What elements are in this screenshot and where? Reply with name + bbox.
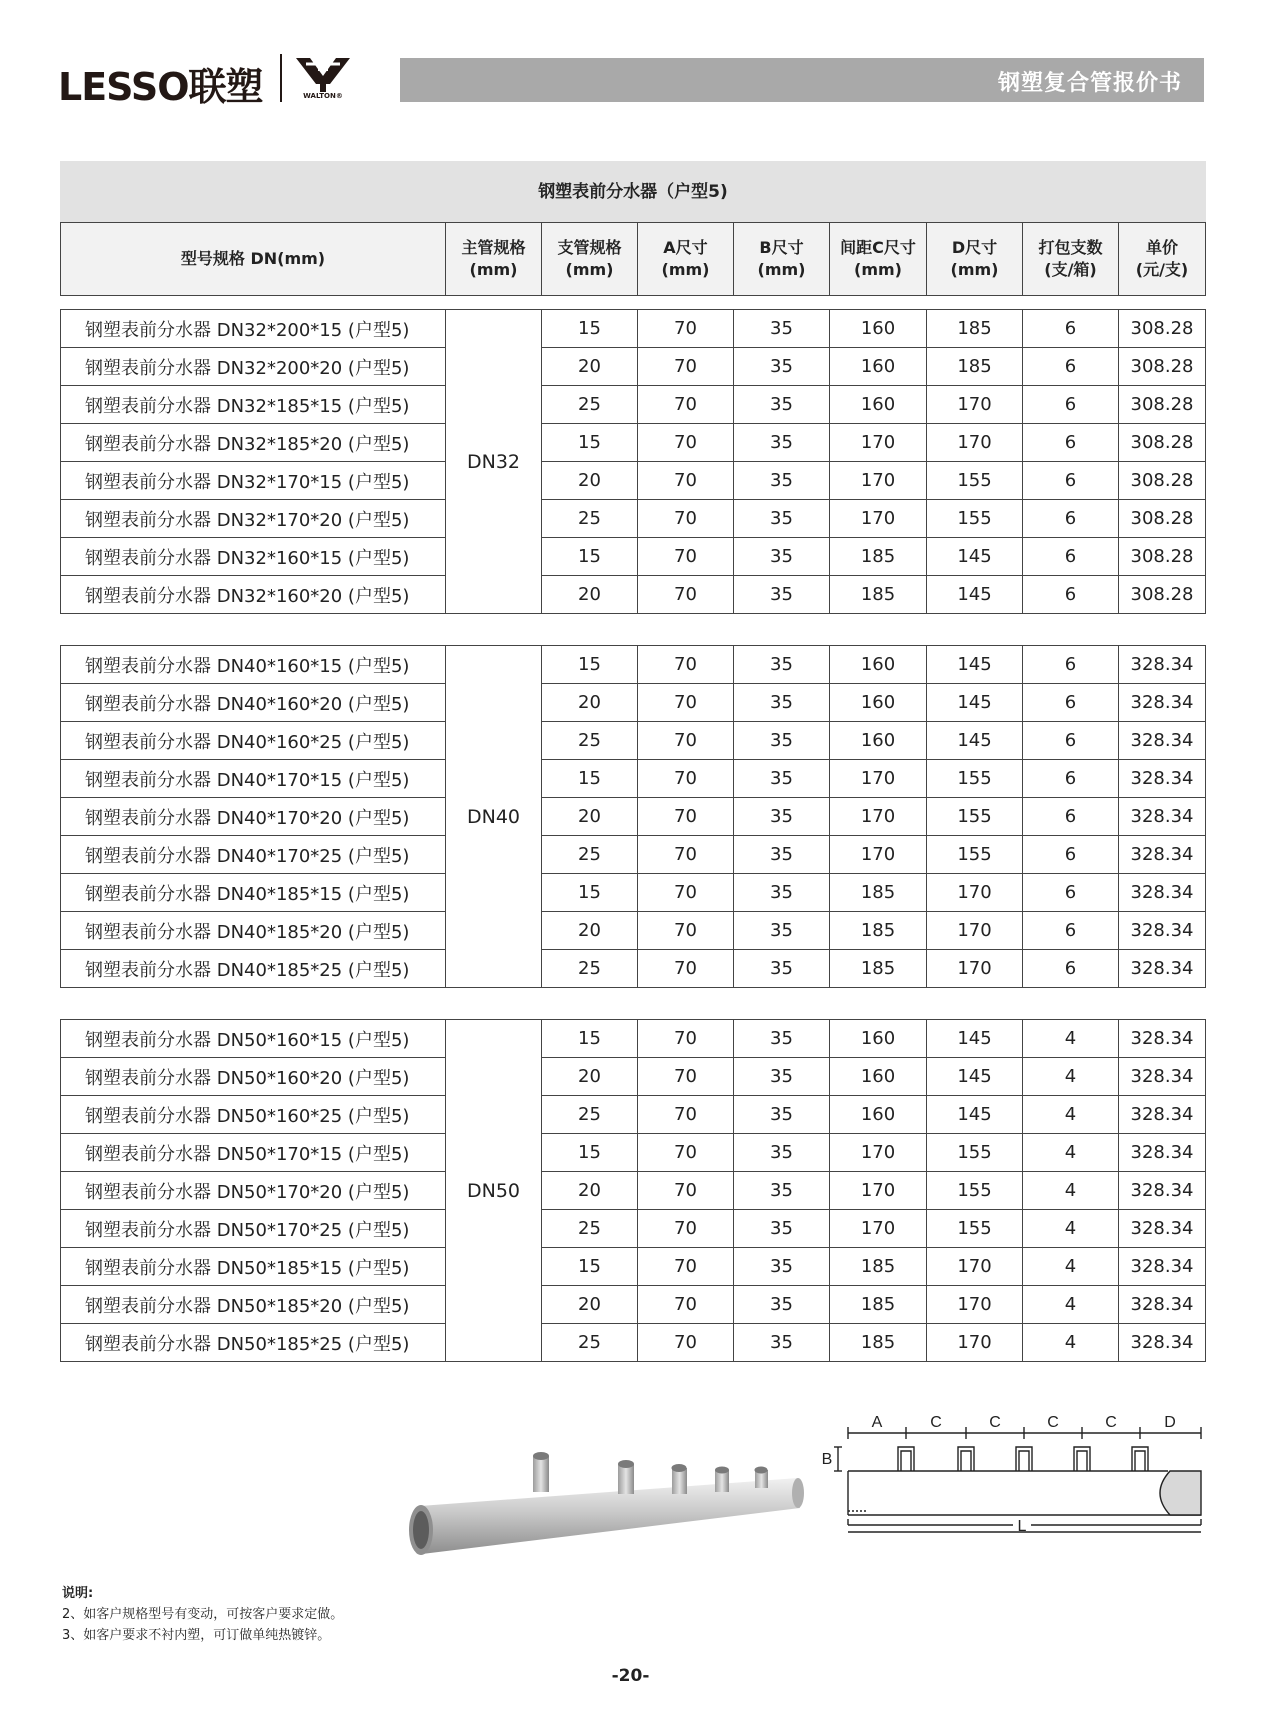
product-name-cell: 钢塑表前分水器 DN32*160*20 (户型5) xyxy=(61,576,446,614)
table-cell: 70 xyxy=(638,1058,734,1096)
table-row xyxy=(61,722,1206,760)
table-cell: 185 xyxy=(830,538,927,576)
product-name-cell: 钢塑表前分水器 DN50*170*15 (户型5) xyxy=(61,1134,446,1172)
table-row xyxy=(61,874,1206,912)
product-name-cell: 钢塑表前分水器 DN40*185*20 (户型5) xyxy=(61,912,446,950)
column-header-text: (mm) xyxy=(469,260,518,279)
table-row xyxy=(61,1058,1206,1096)
table-cell: 170 xyxy=(830,462,927,500)
table-cell: 4 xyxy=(1023,1020,1119,1058)
table-row xyxy=(61,1172,1206,1210)
table-cell: 328.34 xyxy=(1119,836,1206,874)
table-cell: 35 xyxy=(734,1248,830,1286)
table-cell: 70 xyxy=(638,760,734,798)
table-cell: 70 xyxy=(638,950,734,988)
table-cell: 4 xyxy=(1023,1324,1119,1362)
main-pipe-size-cell: DN32 xyxy=(446,310,542,614)
table-cell: 25 xyxy=(542,1210,638,1248)
table-cell: 25 xyxy=(542,386,638,424)
table-row xyxy=(61,348,1206,386)
column-header-text: 打包支数 xyxy=(1038,238,1103,257)
table-row xyxy=(61,1134,1206,1172)
table-cell: 70 xyxy=(638,1248,734,1286)
table-row xyxy=(61,1324,1206,1362)
table-cell: 155 xyxy=(927,500,1023,538)
table-row xyxy=(61,1020,1206,1058)
table-cell: 328.34 xyxy=(1119,1172,1206,1210)
column-header xyxy=(1119,223,1206,296)
table-row xyxy=(61,912,1206,950)
page-number: -20- xyxy=(611,1666,650,1686)
column-header xyxy=(638,223,734,296)
table-cell: 70 xyxy=(638,722,734,760)
table-cell: 15 xyxy=(542,760,638,798)
label-l: L xyxy=(1017,1518,1027,1535)
product-name-cell: 钢塑表前分水器 DN40*185*25 (户型5) xyxy=(61,950,446,988)
table-cell: 170 xyxy=(927,424,1023,462)
table-cell: 170 xyxy=(830,836,927,874)
table-cell: 25 xyxy=(542,1324,638,1362)
column-header xyxy=(734,223,830,296)
table-cell: 70 xyxy=(638,310,734,348)
table-cell: 70 xyxy=(638,424,734,462)
table-cell: 4 xyxy=(1023,1210,1119,1248)
table-cell: 328.34 xyxy=(1119,874,1206,912)
table-cell: 170 xyxy=(927,1324,1023,1362)
table-cell: 185 xyxy=(927,348,1023,386)
table-group-dn50 xyxy=(60,1019,1206,1362)
table-cell: 35 xyxy=(734,1020,830,1058)
product-name-cell: 钢塑表前分水器 DN32*170*15 (户型5) xyxy=(61,462,446,500)
table-row xyxy=(61,1286,1206,1324)
table-cell: 145 xyxy=(927,1020,1023,1058)
table-cell: 185 xyxy=(830,912,927,950)
table-cell: 6 xyxy=(1023,500,1119,538)
table-cell: 70 xyxy=(638,1172,734,1210)
notes xyxy=(62,1583,343,1646)
table-cell: 328.34 xyxy=(1119,1324,1206,1362)
table-cell: 35 xyxy=(734,1058,830,1096)
note-item: 3、如客户要求不衬内塑，可订做单纯热镀锌。 xyxy=(62,1628,331,1643)
product-name-cell: 钢塑表前分水器 DN32*200*15 (户型5) xyxy=(61,310,446,348)
document-title: 钢塑复合管报价书 xyxy=(997,71,1182,96)
label-c3: C xyxy=(1047,1414,1059,1431)
product-name-cell: 钢塑表前分水器 DN50*160*15 (户型5) xyxy=(61,1020,446,1058)
table-cell: 70 xyxy=(638,348,734,386)
column-header-row xyxy=(60,222,1206,296)
table-cell: 160 xyxy=(830,310,927,348)
walton-emblem-icon xyxy=(292,54,354,94)
column-header xyxy=(542,223,638,296)
table-row xyxy=(61,836,1206,874)
table-cell: 328.34 xyxy=(1119,1020,1206,1058)
table-cell: 155 xyxy=(927,798,1023,836)
table-cell: 6 xyxy=(1023,874,1119,912)
table-cell: 35 xyxy=(734,722,830,760)
table-cell: 328.34 xyxy=(1119,1096,1206,1134)
table-cell: 308.28 xyxy=(1119,462,1206,500)
table-cell: 20 xyxy=(542,1058,638,1096)
table-cell: 155 xyxy=(927,1210,1023,1248)
label-c2: C xyxy=(989,1414,1001,1431)
table-cell: 70 xyxy=(638,538,734,576)
table-cell: 25 xyxy=(542,722,638,760)
table-cell: 6 xyxy=(1023,760,1119,798)
table-cell: 308.28 xyxy=(1119,538,1206,576)
table-group-dn32 xyxy=(60,309,1206,614)
label-a: A xyxy=(871,1414,883,1431)
table-row xyxy=(61,462,1206,500)
table-cell: 25 xyxy=(542,836,638,874)
product-name-cell: 钢塑表前分水器 DN32*185*20 (户型5) xyxy=(61,424,446,462)
table-cell: 35 xyxy=(734,836,830,874)
notes-title: 说明: xyxy=(62,1586,94,1601)
table-cell: 170 xyxy=(927,912,1023,950)
table-cell: 170 xyxy=(830,760,927,798)
lesso-logo: LESSO联塑 xyxy=(58,65,263,109)
label-c4: C xyxy=(1105,1414,1117,1431)
table-cell: 308.28 xyxy=(1119,348,1206,386)
table-cell: 20 xyxy=(542,462,638,500)
table-cell: 185 xyxy=(830,1248,927,1286)
walton-logo xyxy=(292,54,354,104)
table-cell: 20 xyxy=(542,684,638,722)
table-cell: 35 xyxy=(734,646,830,684)
column-header-text: A尺寸 xyxy=(663,238,708,257)
product-name-cell: 钢塑表前分水器 DN50*160*20 (户型5) xyxy=(61,1058,446,1096)
dimension-diagram xyxy=(818,1413,1214,1535)
main-pipe-size-cell: DN50 xyxy=(446,1020,542,1362)
table-cell: 6 xyxy=(1023,646,1119,684)
product-name-cell: 钢塑表前分水器 DN40*170*20 (户型5) xyxy=(61,798,446,836)
product-name-cell: 钢塑表前分水器 DN32*160*15 (户型5) xyxy=(61,538,446,576)
table-cell: 35 xyxy=(734,576,830,614)
table-cell: 25 xyxy=(542,950,638,988)
table-cell: 170 xyxy=(927,874,1023,912)
table-cell: 145 xyxy=(927,576,1023,614)
column-header-text: 间距C尺寸 xyxy=(840,238,916,257)
column-header-text: (mm) xyxy=(950,260,999,279)
table-cell: 15 xyxy=(542,538,638,576)
table-cell: 70 xyxy=(638,684,734,722)
column-header-text: (支/箱) xyxy=(1044,260,1097,279)
table-cell: 328.34 xyxy=(1119,760,1206,798)
product-name-cell: 钢塑表前分水器 DN40*160*20 (户型5) xyxy=(61,684,446,722)
table-cell: 35 xyxy=(734,1096,830,1134)
table-cell: 155 xyxy=(927,1134,1023,1172)
table-cell: 160 xyxy=(830,1096,927,1134)
table-cell: 155 xyxy=(927,760,1023,798)
column-header-text: 型号规格 DN(mm) xyxy=(180,249,326,268)
table-cell: 160 xyxy=(830,1020,927,1058)
table-row xyxy=(61,646,1206,684)
product-name-cell: 钢塑表前分水器 DN32*170*20 (户型5) xyxy=(61,500,446,538)
table-cell: 160 xyxy=(830,722,927,760)
table-cell: 170 xyxy=(830,424,927,462)
product-name-cell: 钢塑表前分水器 DN40*170*15 (户型5) xyxy=(61,760,446,798)
table-cell: 4 xyxy=(1023,1286,1119,1324)
table-cell: 70 xyxy=(638,1096,734,1134)
column-header-text: (元/支) xyxy=(1135,260,1189,279)
table-cell: 145 xyxy=(927,722,1023,760)
column-header-text: D尺寸 xyxy=(951,238,998,257)
table-row xyxy=(61,760,1206,798)
table-title: 钢塑表前分水器（户型5) xyxy=(60,161,1206,223)
table-cell: 4 xyxy=(1023,1096,1119,1134)
table-cell: 170 xyxy=(830,798,927,836)
product-name-cell: 钢塑表前分水器 DN40*170*25 (户型5) xyxy=(61,836,446,874)
table-cell: 35 xyxy=(734,1210,830,1248)
column-header-text: 主管规格 xyxy=(461,238,526,257)
table-cell: 35 xyxy=(734,1134,830,1172)
table-cell: 70 xyxy=(638,462,734,500)
table-cell: 328.34 xyxy=(1119,1134,1206,1172)
product-name-cell: 钢塑表前分水器 DN32*200*20 (户型5) xyxy=(61,348,446,386)
table-cell: 170 xyxy=(830,1172,927,1210)
table-cell: 4 xyxy=(1023,1248,1119,1286)
column-header-text: (mm) xyxy=(565,260,614,279)
table-cell: 15 xyxy=(542,646,638,684)
table-cell: 35 xyxy=(734,348,830,386)
column-header-text: 支管规格 xyxy=(557,238,622,257)
table-row xyxy=(61,576,1206,614)
logo-divider xyxy=(280,54,282,102)
column-header-text: (mm) xyxy=(854,260,902,279)
table-cell: 20 xyxy=(542,912,638,950)
table-cell: 145 xyxy=(927,1096,1023,1134)
table-cell: 25 xyxy=(542,500,638,538)
table-cell: 308.28 xyxy=(1119,386,1206,424)
label-d: D xyxy=(1164,1414,1176,1431)
table-cell: 35 xyxy=(734,1324,830,1362)
main-pipe-size-cell: DN40 xyxy=(446,646,542,988)
table-row xyxy=(61,1096,1206,1134)
table-row xyxy=(61,1210,1206,1248)
table-cell: 170 xyxy=(830,500,927,538)
table-cell: 328.34 xyxy=(1119,684,1206,722)
table-cell: 35 xyxy=(734,462,830,500)
walton-wordmark: WALTON® xyxy=(303,92,343,100)
table-cell: 4 xyxy=(1023,1134,1119,1172)
table-cell: 35 xyxy=(734,386,830,424)
table-cell: 308.28 xyxy=(1119,576,1206,614)
table-cell: 6 xyxy=(1023,836,1119,874)
table-cell: 155 xyxy=(927,1172,1023,1210)
table-cell: 170 xyxy=(927,386,1023,424)
page-header xyxy=(0,0,1261,120)
table-row xyxy=(61,684,1206,722)
table-cell: 6 xyxy=(1023,310,1119,348)
table-row xyxy=(61,500,1206,538)
table-cell: 70 xyxy=(638,1020,734,1058)
table-cell: 70 xyxy=(638,646,734,684)
table-cell: 160 xyxy=(830,684,927,722)
column-header-text: (mm) xyxy=(661,260,710,279)
table-cell: 15 xyxy=(542,424,638,462)
table-cell: 70 xyxy=(638,1324,734,1362)
table-row xyxy=(61,950,1206,988)
table-cell: 15 xyxy=(542,1248,638,1286)
table-cell: 185 xyxy=(830,1324,927,1362)
table-cell: 15 xyxy=(542,1020,638,1058)
column-header xyxy=(927,223,1023,296)
table-cell: 70 xyxy=(638,386,734,424)
table-cell: 35 xyxy=(734,798,830,836)
table-cell: 70 xyxy=(638,874,734,912)
table-cell: 185 xyxy=(830,874,927,912)
header-bar xyxy=(400,58,1204,102)
table-cell: 170 xyxy=(830,1210,927,1248)
table-cell: 185 xyxy=(830,1286,927,1324)
table-cell: 185 xyxy=(927,310,1023,348)
table-cell: 25 xyxy=(542,1096,638,1134)
product-name-cell: 钢塑表前分水器 DN50*185*20 (户型5) xyxy=(61,1286,446,1324)
table-cell: 308.28 xyxy=(1119,310,1206,348)
table-cell: 185 xyxy=(830,950,927,988)
table-row xyxy=(61,1248,1206,1286)
product-name-cell: 钢塑表前分水器 DN50*160*25 (户型5) xyxy=(61,1096,446,1134)
table-cell: 170 xyxy=(927,1286,1023,1324)
table-cell: 6 xyxy=(1023,386,1119,424)
note-item: 2、如客户规格型号有变动，可按客户要求定做。 xyxy=(62,1607,344,1622)
table-cell: 308.28 xyxy=(1119,424,1206,462)
table-cell: 15 xyxy=(542,1134,638,1172)
table-cell: 328.34 xyxy=(1119,912,1206,950)
product-name-cell: 钢塑表前分水器 DN40*160*25 (户型5) xyxy=(61,722,446,760)
table-row xyxy=(61,424,1206,462)
manifold-photo xyxy=(408,1448,808,1566)
table-cell: 4 xyxy=(1023,1058,1119,1096)
table-cell: 145 xyxy=(927,538,1023,576)
table-cell: 160 xyxy=(830,386,927,424)
product-name-cell: 钢塑表前分水器 DN50*185*15 (户型5) xyxy=(61,1248,446,1286)
table-row xyxy=(61,798,1206,836)
table-cell: 70 xyxy=(638,576,734,614)
table-cell: 328.34 xyxy=(1119,1210,1206,1248)
table-row xyxy=(61,310,1206,348)
table-cell: 70 xyxy=(638,798,734,836)
table-cell: 6 xyxy=(1023,348,1119,386)
table-cell: 70 xyxy=(638,1286,734,1324)
table-cell: 6 xyxy=(1023,424,1119,462)
table-cell: 170 xyxy=(927,950,1023,988)
table-cell: 6 xyxy=(1023,912,1119,950)
table-cell: 145 xyxy=(927,684,1023,722)
table-cell: 160 xyxy=(830,1058,927,1096)
table-cell: 328.34 xyxy=(1119,1248,1206,1286)
table-cell: 160 xyxy=(830,646,927,684)
column-header-text: 单价 xyxy=(1145,238,1178,257)
column-header xyxy=(1023,223,1119,296)
table-group-dn40 xyxy=(60,645,1206,988)
table-cell: 328.34 xyxy=(1119,722,1206,760)
column-header xyxy=(830,223,927,296)
table-cell: 35 xyxy=(734,874,830,912)
table-cell: 70 xyxy=(638,500,734,538)
table-cell: 155 xyxy=(927,836,1023,874)
table-row xyxy=(61,386,1206,424)
table-cell: 145 xyxy=(927,646,1023,684)
table-row xyxy=(61,538,1206,576)
column-header-text: B尺寸 xyxy=(759,238,804,257)
table-cell: 6 xyxy=(1023,462,1119,500)
table-cell: 70 xyxy=(638,1134,734,1172)
product-name-cell: 钢塑表前分水器 DN50*170*25 (户型5) xyxy=(61,1210,446,1248)
table-cell: 6 xyxy=(1023,684,1119,722)
table-cell: 328.34 xyxy=(1119,950,1206,988)
table-cell: 35 xyxy=(734,1172,830,1210)
column-header xyxy=(61,223,446,296)
table-cell: 20 xyxy=(542,576,638,614)
table-cell: 35 xyxy=(734,950,830,988)
table-cell: 20 xyxy=(542,1286,638,1324)
table-cell: 20 xyxy=(542,798,638,836)
table-cell: 70 xyxy=(638,1210,734,1248)
table-cell: 145 xyxy=(927,1058,1023,1096)
table-cell: 20 xyxy=(542,348,638,386)
table-cell: 35 xyxy=(734,1286,830,1324)
table-cell: 35 xyxy=(734,684,830,722)
table-cell: 20 xyxy=(542,1172,638,1210)
table-cell: 170 xyxy=(830,1134,927,1172)
table-cell: 15 xyxy=(542,310,638,348)
product-name-cell: 钢塑表前分水器 DN32*185*15 (户型5) xyxy=(61,386,446,424)
table-cell: 6 xyxy=(1023,576,1119,614)
table-cell: 6 xyxy=(1023,722,1119,760)
column-header xyxy=(446,223,542,296)
table-cell: 160 xyxy=(830,348,927,386)
table-cell: 155 xyxy=(927,462,1023,500)
table-cell: 185 xyxy=(830,576,927,614)
table-cell: 170 xyxy=(927,1248,1023,1286)
product-name-cell: 钢塑表前分水器 DN40*185*15 (户型5) xyxy=(61,874,446,912)
label-c1: C xyxy=(930,1414,942,1431)
table-cell: 35 xyxy=(734,912,830,950)
table-cell: 6 xyxy=(1023,950,1119,988)
table-cell: 328.34 xyxy=(1119,1286,1206,1324)
table-cell: 35 xyxy=(734,424,830,462)
product-name-cell: 钢塑表前分水器 DN50*185*25 (户型5) xyxy=(61,1324,446,1362)
table-cell: 35 xyxy=(734,310,830,348)
table-cell: 15 xyxy=(542,874,638,912)
table-cell: 328.34 xyxy=(1119,1058,1206,1096)
column-header-text: (mm) xyxy=(757,260,806,279)
table-cell: 308.28 xyxy=(1119,500,1206,538)
table-cell: 6 xyxy=(1023,798,1119,836)
table-cell: 35 xyxy=(734,760,830,798)
table-cell: 4 xyxy=(1023,1172,1119,1210)
label-b: B xyxy=(821,1451,833,1468)
table-cell: 70 xyxy=(638,912,734,950)
table-cell: 70 xyxy=(638,836,734,874)
product-name-cell: 钢塑表前分水器 DN40*160*15 (户型5) xyxy=(61,646,446,684)
product-name-cell: 钢塑表前分水器 DN50*170*20 (户型5) xyxy=(61,1172,446,1210)
table-cell: 6 xyxy=(1023,538,1119,576)
table-cell: 35 xyxy=(734,538,830,576)
table-cell: 328.34 xyxy=(1119,646,1206,684)
table-cell: 35 xyxy=(734,500,830,538)
table-cell: 328.34 xyxy=(1119,798,1206,836)
